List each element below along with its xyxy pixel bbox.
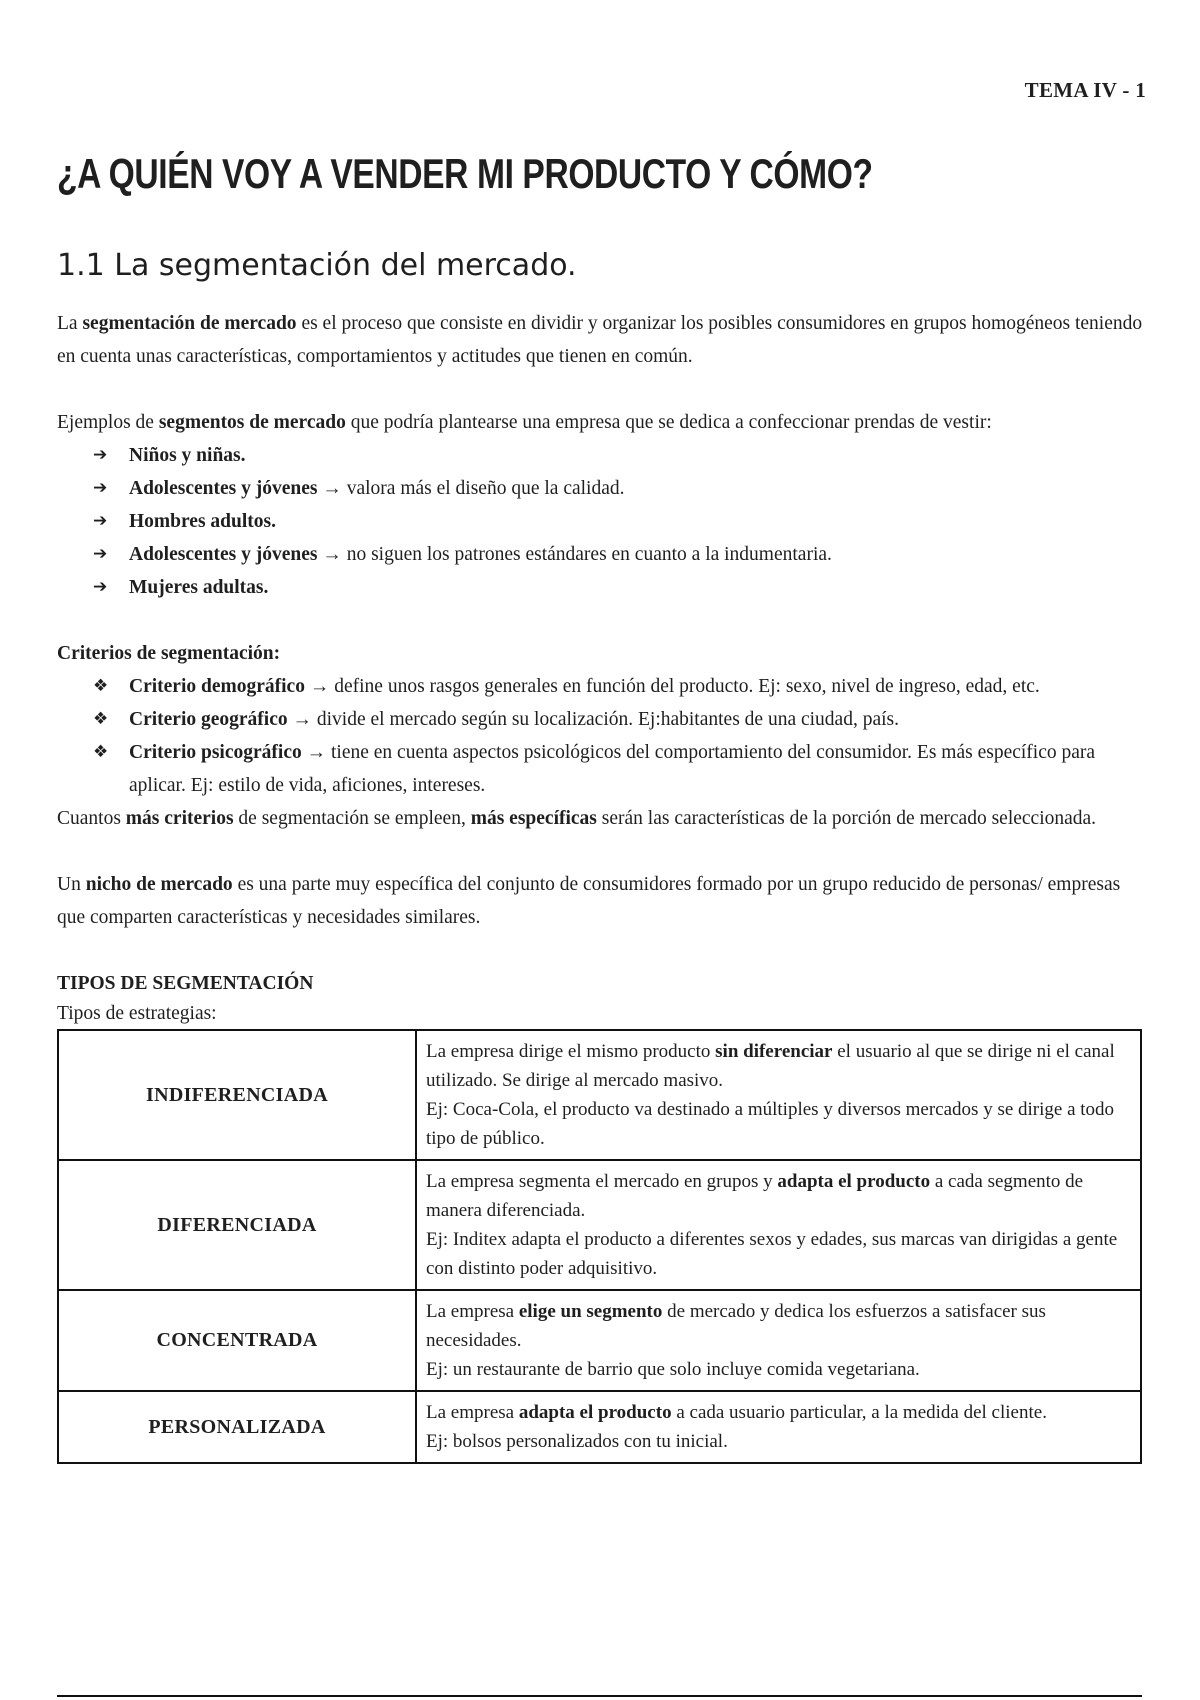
strategy-name: DIFERENCIADA — [58, 1160, 416, 1290]
list-item: ➔ Adolescentes y jóvenes → valora más el diseño que la calidad. — [93, 472, 1147, 505]
arrow-bullet-icon: ➔ — [93, 478, 108, 498]
strategy-example: Ej: un restaurante de barrio que solo incluye comida vegetariana. — [426, 1359, 920, 1380]
strategy-description: La empresa segmenta el mercado en grupos y adapta el producto a cada segmento de manera diferenciada. Ej: Inditex adapta el producto a diferentes sexos y edades, sus marcas van dirigidas a gente con distinto poder adquisitivo. — [416, 1160, 1141, 1290]
list-item: ➔ Adolescentes y jóvenes → no siguen los patrones estándares en cuanto a la indumentaria. — [93, 538, 1147, 571]
criteria-heading: Criterios de segmentación: — [57, 643, 281, 664]
table-row — [58, 1290, 1141, 1391]
section-heading: 1.1 La segmentación del mercado. — [57, 248, 577, 283]
list-item: ❖ Criterio geográfico → divide el mercado según su localización. Ej:habitantes de una ciudad, país. — [93, 703, 1147, 736]
examples-list — [57, 439, 1147, 604]
strategy-name: PERSONALIZADA — [58, 1391, 416, 1463]
page-header-tag: TEMA IV - 1 — [1024, 78, 1146, 102]
intro-term: segmentación de mercado — [82, 313, 297, 334]
strategy-example: Ej: Inditex adapta el producto a diferentes sexos y edades, sus marcas van dirigidas a gente con distinto poder adquisitivo. — [426, 1229, 1118, 1279]
list-item: ➔ Hombres adultos. — [93, 505, 1147, 538]
arrow-bullet-icon: ➔ — [93, 577, 108, 597]
arrow-bullet-icon: ➔ — [93, 445, 108, 465]
intro-paragraph: La segmentación de mercado es el proceso que consiste en dividir y organizar los posibles consumidores en grupos homogéneos teniendo en cuenta unas características, comportamientos y actitudes que tienen en común. — [57, 313, 1143, 367]
table-row — [58, 1030, 1141, 1160]
diamond-bullet-icon: ❖ — [93, 709, 109, 729]
arrow-bullet-icon: ➔ — [93, 544, 108, 564]
strategy-description: La empresa elige un segmento de mercado y dedica los esfuerzos a satisfacer sus necesidades. Ej: un restaurante de barrio que solo incluye comida vegetariana. — [416, 1290, 1141, 1391]
list-item: ❖ Criterio psicográfico → tiene en cuenta aspectos psicológicos del comportamiento del consumidor. Es más específico para aplicar. Ej: estilo de vida, aficiones, intereses. — [93, 736, 1147, 802]
document-body — [57, 307, 1147, 1464]
strategy-table — [57, 1029, 1142, 1464]
strategy-description: La empresa adapta el producto a cada usuario particular, a la medida del cliente. Ej: bolsos personalizados con tu inicial. — [416, 1391, 1141, 1463]
diamond-bullet-icon: ❖ — [93, 742, 109, 762]
table-row — [58, 1391, 1141, 1463]
table-row — [58, 1160, 1141, 1290]
strategy-example: Ej: bolsos personalizados con tu inicial. — [426, 1431, 728, 1452]
diamond-bullet-icon: ❖ — [93, 676, 109, 696]
strategy-name: INDIFERENCIADA — [58, 1030, 416, 1160]
list-item: ❖ Criterio demográfico → define unos rasgos generales en función del producto. Ej: sexo, nivel de ingreso, edad, etc. — [93, 670, 1147, 703]
page-title: ¿A QUIÉN VOY A VENDER MI PRODUCTO Y CÓMO? — [57, 150, 873, 197]
niche-paragraph: Un nicho de mercado es una parte muy específica del conjunto de consumidores formado por un grupo reducido de personas/ empresas que comparten características y necesidades similares. — [57, 874, 1121, 928]
arrow-bullet-icon: ➔ — [93, 511, 108, 531]
list-item: ➔ Niños y niñas. — [93, 439, 1147, 472]
examples-term: segmentos de mercado — [158, 412, 346, 433]
criteria-summary: Cuantos más criterios de segmentación se empleen, más específicas serán las características de la porción de mercado seleccionada. — [57, 808, 1097, 829]
strategy-description: La empresa dirige el mismo producto sin diferenciar el usuario al que se dirige ni el canal utilizado. Se dirige al mercado masivo. Ej: Coca-Cola, el producto va destinado a múltiples y diversos mercados y se dirige a todo tipo de público. — [416, 1030, 1141, 1160]
criteria-list — [57, 670, 1147, 802]
types-subheading: Tipos de estrategias: — [57, 1003, 217, 1024]
types-heading: TIPOS DE SEGMENTACIÓN — [57, 973, 314, 994]
footer-divider — [57, 1695, 1142, 1697]
strategy-name: CONCENTRADA — [58, 1290, 416, 1391]
examples-paragraph: Ejemplos de segmentos de mercado que podría plantearse una empresa que se dedica a confeccionar prendas de vestir: — [57, 412, 992, 433]
strategy-example: Ej: Coca-Cola, el producto va destinado a múltiples y diversos mercados y se dirige a todo tipo de público. — [426, 1099, 1115, 1149]
niche-term: nicho de mercado — [85, 874, 233, 895]
list-item: ➔ Mujeres adultas. — [93, 571, 1147, 604]
